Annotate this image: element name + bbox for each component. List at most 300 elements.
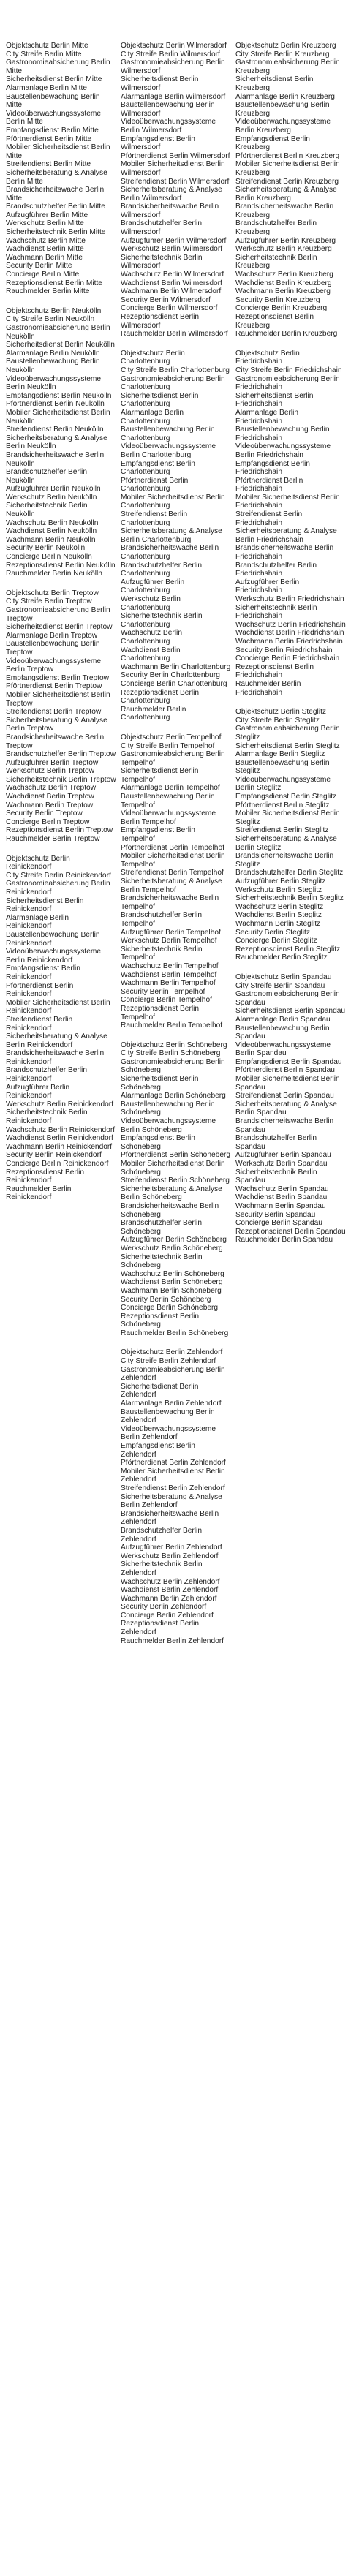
service-link[interactable]: Alarmanlage Berlin Zehlendorf [121,1400,222,1408]
service-link[interactable]: Brandschutzhelfer Berlin Steglitz [235,869,344,877]
service-link[interactable]: Rauchmelder Berlin Spandau [235,1236,333,1244]
service-link[interactable]: Baustellenbewachung Berlin Neukölln [6,358,100,374]
service-link[interactable]: Wachdienst Berlin Neukölln [6,527,97,536]
service-link[interactable]: Baustellenbewachung Berlin Kreuzberg [235,101,330,118]
service-link[interactable]: Wachdienst Berlin Kreuzberg [235,279,332,287]
service-link[interactable]: Aufzugführer Berlin Mitte [6,211,88,219]
service-link[interactable]: Alarmanlage Berlin Spandau [235,1015,331,1024]
service-link[interactable]: Sicherheitsdienst Berlin Tempelhof [121,767,199,784]
service-link[interactable]: Gastronomieabsicherung Berlin Kreuzberg [235,58,340,75]
service-link[interactable]: Brandsicherheitswache Berlin Reinickendorf [6,1049,105,1066]
service-link[interactable]: Rauchmelder Berlin Neukölln [6,570,102,578]
service-link[interactable]: Concierge Berlin Schöneberg [121,1304,219,1312]
service-link[interactable]: Mobiler Sicherheitsdienst Berlin Reinickendorf [6,998,110,1016]
service-link[interactable]: Brandsicherheitswache Berlin Friedrichshain [235,544,334,562]
service-link[interactable]: Wachmann Berlin Spandau [235,1201,326,1210]
service-link[interactable]: Brandsicherheitswache Berlin Mitte [6,186,105,203]
service-link[interactable]: Mobiler Sicherheitsdienst Berlin Mitte [6,143,110,160]
service-link[interactable]: Wachschutz Berlin Friedrichshain [235,620,346,629]
service-link[interactable]: Baustellenbewachung Berlin Mitte [6,92,100,110]
service-link[interactable]: Rezeptionsdienst Berlin Friedrichshain [235,662,314,680]
service-link[interactable]: Wachmann Berlin Tempelhof [121,979,216,988]
service-link[interactable]: Wachmann Berlin Schöneberg [121,1286,222,1295]
service-link[interactable]: Sicherheitstechnik Berlin Tempelhof [121,945,203,962]
service-link[interactable]: Gastronomieabsicherung Berlin Neukölln [6,324,110,341]
service-link[interactable]: Brandsicherheitswache Berlin Wilmersdorf [121,203,219,219]
service-link[interactable]: Streifendienst Berlin Friedrichshain [235,510,303,527]
service-link[interactable]: Objektschutz Berlin Treptow [6,589,99,597]
service-link[interactable]: Wachdienst Berlin Wilmersdorf [121,279,222,287]
service-link[interactable]: City Streife Berlin Mitte [6,50,82,58]
service-link[interactable]: Brandschutzhelfer Berlin Charlottenburg [121,561,202,578]
service-link[interactable]: Baustellenbewachung Berlin Friedrichshain [235,426,330,442]
service-link[interactable]: Gastronomieabsicherung Berlin Reinickendorf [6,880,110,896]
service-link[interactable]: Streifendienst Berlin Schöneberg [121,1176,230,1185]
service-link[interactable]: Security Berlin Friedrichshain [235,646,333,654]
service-link[interactable]: Sicherheitsdienst Berlin Kreuzberg [235,75,314,92]
service-link[interactable]: Wachmann Berlin Wilmersdorf [121,287,222,296]
service-link[interactable]: Rauchmelder Berlin Treptow [6,835,100,844]
service-link[interactable]: Sicherheitsdienst Berlin Spandau [235,1007,346,1016]
service-link[interactable]: Wachdienst Berlin Friedrichshain [235,629,344,638]
service-link[interactable]: Rezeptionsdienst Berlin Tempelhof [121,1004,200,1021]
service-link[interactable]: Objektschutz Berlin Friedrichshain [235,349,300,366]
service-link[interactable]: Sicherheitsdienst Berlin Neukölln [6,341,115,350]
service-link[interactable]: Wachdienst Berlin Tempelhof [121,970,217,979]
service-link[interactable]: Rezeptionsdienst Berlin Mitte [6,279,102,287]
service-link[interactable]: Sicherheitstechnik Berlin Spandau [235,1168,317,1185]
service-link[interactable]: Wachschutz Berlin Wilmersdorf [121,271,224,279]
service-link[interactable]: Objektschutz Berlin Schöneberg [121,1040,227,1049]
service-link[interactable]: Security Berlin Schöneberg [121,1295,211,1304]
service-link[interactable]: Alarmanlage Berlin Tempelhof [121,784,220,793]
service-link[interactable]: Mobiler Sicherheitsdienst Berlin Charlottenburg [121,493,225,510]
service-link[interactable]: Videoüberwachungssysteme Berlin Spandau [235,1040,331,1058]
service-link[interactable]: Baustellenbewachung Berlin Schöneberg [121,1100,215,1117]
service-link[interactable]: Brandsicherheitswache Berlin Tempelhof [121,894,219,911]
service-link[interactable]: City Streife Berlin Friedrichshain [235,366,342,374]
service-link[interactable]: Wachmann Berlin Kreuzberg [235,287,331,296]
service-link[interactable]: Objektschutz Berlin Reinickendorf [6,854,70,872]
service-link[interactable]: Aufzugführer Berlin Tempelhof [121,928,221,937]
service-link[interactable]: Alarmanlage Berlin Charlottenburg [121,408,184,426]
service-link[interactable]: Sicherheitsdienst Berlin Zehlendorf [121,1382,199,1400]
service-link[interactable]: City Streife Berlin Steglitz [235,716,320,725]
service-link[interactable]: Security Berlin Charlottenburg [121,671,220,680]
service-link[interactable]: Rauchmelder Berlin Reinickendorf [6,1185,72,1202]
service-link[interactable]: Aufzugführer Berlin Zehlendorf [121,1544,222,1552]
service-link[interactable]: Objektschutz Berlin Zehlendorf [121,1348,223,1357]
service-link[interactable]: Sicherheitsberatung & Analyse Berlin Zehlendorf [121,1492,222,1510]
service-link[interactable]: Werkschutz Berlin Mitte [6,219,84,228]
service-link[interactable]: Empfangsdienst Berlin Charlottenburg [121,459,195,477]
service-link[interactable]: Security Berlin Reinickendorf [6,1151,102,1160]
service-link[interactable]: Sicherheitstechnik Berlin Wilmersdorf [121,253,203,271]
service-link[interactable]: Brandschutzhelfer Berlin Mitte [6,203,105,211]
service-link[interactable]: Aufzugführer Berlin Steglitz [235,877,326,885]
service-link[interactable]: City Streife Berlin Reinickendorf [6,871,111,880]
service-link[interactable]: Rezeptionsdienst Berlin Kreuzberg [235,313,314,330]
service-link[interactable]: Pförtnerdienst Berlin Tempelhof [121,843,224,852]
service-link[interactable]: Sicherheitsdienst Berlin Steglitz [235,741,340,750]
service-link[interactable]: Videoüberwachungssysteme Berlin Charlottenburg [121,442,216,459]
service-link[interactable]: Werkschutz Berlin Reinickendorf [6,1100,114,1108]
service-link[interactable]: Baustellenbewachung Berlin Zehlendorf [121,1408,215,1425]
service-link[interactable]: City Streife Berlin Spandau [235,981,325,990]
service-link[interactable]: City Streife Berlin Charlottenburg [121,366,230,374]
service-link[interactable]: Brandsicherheitswache Berlin Steglitz [235,852,334,869]
service-link[interactable]: Wachschutz Berlin Neukölln [6,518,99,527]
service-link[interactable]: Baustellenbewachung Berlin Treptow [6,640,100,657]
service-link[interactable]: Concierge Berlin Zehlendorf [121,1611,214,1620]
service-link[interactable]: Security Berlin Neukölln [6,544,86,553]
service-link[interactable]: Rezeptionsdienst Berlin Neukölln [6,561,116,570]
service-link[interactable]: Brandsicherheitswache Berlin Treptow [6,733,105,750]
service-link[interactable]: Pförtnerdienst Berlin Reinickendorf [6,981,74,999]
service-link[interactable]: Brandschutzhelfer Berlin Zehlendorf [121,1526,202,1544]
service-link[interactable]: Security Berlin Tempelhof [121,987,205,996]
service-link[interactable]: Wachschutz Berlin Schöneberg [121,1269,224,1278]
service-link[interactable]: Mobiler Sicherheitsdienst Berlin Treptow [6,690,110,708]
service-link[interactable]: Sicherheitsdienst Berlin Reinickendorf [6,896,84,914]
service-link[interactable]: Videoüberwachungssysteme Berlin Neukölln [6,374,102,392]
service-link[interactable]: Wachschutz Berlin Mitte [6,236,86,245]
service-link[interactable]: Streifendienst Berlin Charlottenburg [121,510,188,527]
service-link[interactable]: Sicherheitsdienst Berlin Wilmersdorf [121,75,199,92]
service-link[interactable]: Sicherheitstechnik Berlin Reinickendorf [6,1108,88,1126]
service-link[interactable]: Rezeptionsdienst Berlin Charlottenburg [121,688,200,706]
service-link[interactable]: Streifendienst Berlin Wilmersdorf [121,177,230,186]
service-link[interactable]: Objektschutz Berlin Tempelhof [121,733,222,741]
service-link[interactable]: Gastronomieabsicherung Berlin Steglitz [235,725,340,741]
service-link[interactable]: Concierge Berlin Steglitz [235,937,317,945]
service-link[interactable]: Werkschutz Berlin Wilmersdorf [121,245,223,254]
service-link[interactable]: Objektschutz Berlin Wilmersdorf [121,42,227,50]
service-link[interactable]: Wachmann Berlin Charlottenburg [121,662,231,671]
service-link[interactable]: Wachmann Berlin Treptow [6,801,94,809]
service-link[interactable]: Sicherheitsberatung & Analyse Berlin Charlottenburg [121,527,222,544]
service-link[interactable]: Brandsicherheitswache Berlin Spandau [235,1117,334,1134]
service-link[interactable]: City Streife Berlin Schöneberg [121,1049,221,1058]
service-link[interactable]: Concierge Berlin Wilmersdorf [121,304,218,313]
service-link[interactable]: Videoüberwachungssysteme Berlin Zehlendorf [121,1424,216,1442]
service-link[interactable]: Streifendienst Berlin Treptow [6,708,102,717]
service-link[interactable]: Empfangsdienst Berlin Treptow [6,673,109,682]
service-link[interactable]: Streifendienst Berlin Neukölln [6,426,104,434]
service-link[interactable]: Streifendienst Berlin Reinickendorf [6,1015,73,1032]
service-link[interactable]: Baustellenbewachung Berlin Wilmersdorf [121,101,215,118]
service-link[interactable]: Empfangsdienst Berlin Zehlendorf [121,1442,195,1459]
service-link[interactable]: City Streife Berlin Kreuzberg [235,50,330,58]
service-link[interactable]: City Streife Berlin Treptow [6,597,92,606]
service-link[interactable]: Brandsicherheitswache Berlin Zehlendorf [121,1509,219,1527]
service-link[interactable]: Aufzugführer Berlin Treptow [6,758,99,767]
service-link[interactable]: Aufzugführer Berlin Friedrichshain [235,578,300,595]
service-link[interactable]: Videoüberwachungssysteme Berlin Friedrichshain [235,442,331,459]
service-link[interactable]: Brandschutzhelfer Berlin Spandau [235,1134,317,1151]
service-link[interactable]: Baustellenbewachung Berlin Charlottenburg [121,426,215,442]
service-link[interactable]: City Streife Berlin Neukölln [6,315,95,324]
service-link[interactable]: Rezeptionsdienst Berlin Wilmersdorf [121,313,200,330]
service-link[interactable]: Wachdienst Berlin Treptow [6,793,94,801]
service-link[interactable]: Sicherheitstechnik Berlin Friedrichshain [235,603,317,621]
service-link[interactable]: Sicherheitsberatung & Analyse Berlin Kreuzberg [235,186,337,203]
service-link[interactable]: Wachdienst Berlin Spandau [235,1193,328,1202]
service-link[interactable]: Mobiler Sicherheitsdienst Berlin Friedrichshain [235,493,340,510]
service-link[interactable]: Sicherheitsberatung & Analyse Berlin Steglitz [235,835,337,852]
service-link[interactable]: Sicherheitstechnik Berlin Kreuzberg [235,253,317,271]
service-link[interactable]: Empfangsdienst Berlin Reinickendorf [6,964,80,981]
service-link[interactable]: Rauchmelder Berlin Tempelhof [121,1021,223,1030]
service-link[interactable]: Empfangsdienst Berlin Spandau [235,1057,342,1066]
service-link[interactable]: Streifendienst Berlin Mitte [6,160,91,169]
service-link[interactable]: Sicherheitsberatung & Analyse Berlin Reinickendorf [6,1032,107,1049]
service-link[interactable]: Mobiler Sicherheitsdienst Berlin Tempelhof [121,852,225,869]
service-link[interactable]: Sicherheitsdienst Berlin Treptow [6,623,113,632]
service-link[interactable]: Empfangsdienst Berlin Tempelhof [121,826,195,844]
service-link[interactable]: Empfangsdienst Berlin Wilmersdorf [121,135,195,152]
service-link[interactable]: Brandschutzhelfer Berlin Schöneberg [121,1219,202,1236]
service-link[interactable]: Security Berlin Treptow [6,809,83,818]
service-link[interactable]: Aufzugführer Berlin Wilmersdorf [121,236,227,245]
service-link[interactable]: Security Berlin Mitte [6,262,72,271]
service-link[interactable]: Wachmann Berlin Reinickendorf [6,1142,113,1151]
service-link[interactable]: Concierge Berlin Kreuzberg [235,304,328,313]
service-link[interactable]: Gastronomieabsicherung Berlin Schöneberg [121,1057,225,1075]
service-link[interactable]: Baustellenbewachung Berlin Reinickendorf [6,930,100,948]
service-link[interactable]: Alarmanlage Berlin Neukölln [6,349,100,358]
service-link[interactable]: Concierge Berlin Reinickendorf [6,1160,109,1168]
service-link[interactable]: Brandschutzhelfer Berlin Tempelhof [121,911,202,928]
service-link[interactable]: Videoüberwachungssysteme Berlin Steglitz [235,775,331,793]
service-link[interactable]: Empfangsdienst Berlin Mitte [6,126,99,135]
service-link[interactable]: Empfangsdienst Berlin Neukölln [6,391,112,400]
service-link[interactable]: Brandsicherheitswache Berlin Kreuzberg [235,203,334,219]
service-link[interactable]: Brandschutzhelfer Berlin Wilmersdorf [121,219,202,237]
service-link[interactable]: Baustellenbewachung Berlin Spandau [235,1024,330,1041]
service-link[interactable]: Aufzugführer Berlin Reinickendorf [6,1083,70,1100]
service-link[interactable]: Objektschutz Berlin Neukölln [6,306,102,315]
service-link[interactable]: Sicherheitstechnik Berlin Mitte [6,228,106,237]
service-link[interactable]: Rauchmelder Berlin Wilmersdorf [121,330,228,339]
service-link[interactable]: Werkschutz Berlin Zehlendorf [121,1552,219,1560]
service-link[interactable]: Concierge Berlin Treptow [6,817,90,826]
service-link[interactable]: City Streife Berlin Tempelhof [121,741,215,750]
service-link[interactable]: Pförtnerdienst Berlin Friedrichshain [235,476,303,494]
service-link[interactable]: Videoüberwachungssysteme Berlin Kreuzberg [235,118,331,135]
service-link[interactable]: Pförtnerdienst Berlin Schöneberg [121,1151,231,1160]
service-link[interactable]: Wachschutz Berlin Steglitz [235,902,324,911]
service-link[interactable]: Mobiler Sicherheitsdienst Berlin Zehlendorf [121,1467,225,1484]
service-link[interactable]: Brandsicherheitswache Berlin Charlottenburg [121,544,219,562]
service-link[interactable]: Wachschutz Berlin Charlottenburg [121,629,182,646]
service-link[interactable]: Alarmanlage Berlin Steglitz [235,750,325,759]
service-link[interactable]: Werkschutz Berlin Neukölln [6,493,97,502]
service-link[interactable]: Wachmann Berlin Neukölln [6,535,96,544]
service-link[interactable]: Videoüberwachungssysteme Berlin Mitte [6,109,102,126]
service-link[interactable]: Mobiler Sicherheitsdienst Berlin Spandau [235,1075,340,1092]
service-link[interactable]: Brandschutzhelfer Berlin Neukölln [6,468,87,485]
service-link[interactable]: Pförtnerdienst Berlin Spandau [235,1066,335,1075]
service-link[interactable]: Streifendienst Berlin Tempelhof [121,869,224,877]
service-link[interactable]: Sicherheitstechnik Berlin Charlottenburg [121,612,203,629]
service-link[interactable]: Wachschutz Berlin Tempelhof [121,962,219,970]
service-link[interactable]: City Streife Berlin Wilmersdorf [121,50,220,58]
service-link[interactable]: Sicherheitsberatung & Analyse Berlin Tempelhof [121,877,222,894]
service-link[interactable]: Brandschutzhelfer Berlin Treptow [6,750,116,759]
service-link[interactable]: Brandschutzhelfer Berlin Kreuzberg [235,219,317,237]
service-link[interactable]: Empfangsdienst Berlin Friedrichshain [235,459,310,477]
service-link[interactable]: Videoüberwachungssysteme Berlin Reinickendorf [6,948,102,964]
service-link[interactable]: Wachdienst Berlin Steglitz [235,911,322,920]
service-link[interactable]: Sicherheitsberatung & Analyse Berlin Neukölln [6,434,107,451]
service-link[interactable]: Concierge Berlin Tempelhof [121,996,212,1005]
service-link[interactable]: Objektschutz Berlin Charlottenburg [121,349,185,366]
service-link[interactable]: Pförtnerdienst Berlin Zehlendorf [121,1459,226,1468]
service-link[interactable]: Wachschutz Berlin Zehlendorf [121,1577,220,1586]
service-link[interactable]: Security Berlin Spandau [235,1210,316,1219]
service-link[interactable]: Empfangsdienst Berlin Steglitz [235,793,337,801]
service-link[interactable]: Werkschutz Berlin Steglitz [235,885,322,894]
service-link[interactable]: Gastronomieabsicherung Berlin Treptow [6,606,110,623]
service-link[interactable]: Brandschutzhelfer Berlin Reinickendorf [6,1066,87,1084]
service-link[interactable]: Rezeptionsdienst Berlin Reinickendorf [6,1168,85,1185]
service-link[interactable]: Werkschutz Berlin Friedrichshain [235,595,344,603]
service-link[interactable]: Objektschutz Berlin Mitte [6,42,88,50]
service-link[interactable]: Rezeptionsdienst Berlin Zehlendorf [121,1620,200,1637]
service-link[interactable]: Sicherheitsdienst Berlin Friedrichshain [235,391,314,409]
service-link[interactable]: Rauchmelder Berlin Kreuzberg [235,330,338,339]
service-link[interactable]: Werkschutz Berlin Schöneberg [121,1244,223,1253]
service-link[interactable]: Rauchmelder Berlin Mitte [6,287,90,296]
service-link[interactable]: Pförtnerdienst Berlin Mitte [6,135,92,143]
service-link[interactable]: City Streife Berlin Zehlendorf [121,1357,216,1366]
service-link[interactable]: Concierge Berlin Neukölln [6,553,92,562]
service-link[interactable]: Sicherheitsberatung & Analyse Berlin Wilmersdorf [121,186,222,203]
service-link[interactable]: Sicherheitstechnik Berlin Zehlendorf [121,1560,203,1577]
service-link[interactable]: Gastronomieabsicherung Berlin Mitte [6,58,110,75]
service-link[interactable]: Security Berlin Wilmersdorf [121,295,211,304]
service-link[interactable]: Brandschutzhelfer Berlin Friedrichshain [235,561,317,578]
service-link[interactable]: Sicherheitstechnik Berlin Treptow [6,775,116,784]
service-link[interactable]: Brandsicherheitswache Berlin Neukölln [6,450,105,468]
service-link[interactable]: Gastronomieabsicherung Berlin Charlottenburg [121,374,225,392]
service-link[interactable]: Streifendienst Berlin Spandau [235,1092,334,1100]
service-link[interactable]: Streifendienst Berlin Kreuzberg [235,177,339,186]
service-link[interactable]: Sicherheitsdienst Berlin Mitte [6,75,102,84]
service-link[interactable]: Mobiler Sicherheitsdienst Berlin Wilmersdorf [121,160,225,177]
service-link[interactable]: Rauchmelder Berlin Zehlendorf [121,1636,224,1645]
service-link[interactable]: Pförtnerdienst Berlin Charlottenburg [121,476,189,494]
service-link[interactable]: Wachmann Berlin Steglitz [235,919,321,928]
service-link[interactable]: Gastronomieabsicherung Berlin Zehlendorf [121,1365,225,1383]
service-link[interactable]: Gastronomieabsicherung Berlin Spandau [235,990,340,1007]
service-link[interactable]: Baustellenbewachung Berlin Tempelhof [121,793,215,809]
service-link[interactable]: Mobiler Sicherheitsdienst Berlin Schöneberg [121,1160,225,1176]
service-link[interactable]: Aufzugführer Berlin Schöneberg [121,1236,227,1244]
service-link[interactable]: Alarmanlage Berlin Reinickendorf [6,913,69,931]
service-link[interactable]: Wachdienst Berlin Charlottenburg [121,646,181,663]
service-link[interactable]: Wachmann Berlin Mitte [6,253,83,262]
service-link[interactable]: Streifendienst Berlin Zehlendorf [121,1484,225,1492]
service-link[interactable]: Sicherheitsberatung & Analyse Berlin Spandau [235,1100,337,1117]
service-link[interactable]: Wachdienst Berlin Reinickendorf [6,1134,113,1143]
service-link[interactable]: Wachmann Berlin Zehlendorf [121,1594,217,1603]
service-link[interactable]: Aufzugführer Berlin Neukölln [6,485,101,494]
service-link[interactable]: Concierge Berlin Mitte [6,271,80,279]
service-link[interactable]: Videoüberwachungssysteme Berlin Treptow [6,657,102,674]
service-link[interactable]: Mobiler Sicherheitsdienst Berlin Kreuzberg [235,160,340,177]
service-link[interactable]: Objektschutz Berlin Steglitz [235,708,327,717]
service-link[interactable]: Alarmanlage Berlin Wilmersdorf [121,92,226,101]
service-link[interactable]: Empfangsdienst Berlin Kreuzberg [235,135,310,152]
service-link[interactable]: Sicherheitsberatung & Analyse Berlin Schöneberg [121,1185,222,1202]
service-link[interactable]: Aufzugführer Berlin Charlottenburg [121,578,185,595]
service-link[interactable]: Sicherheitstechnik Berlin Neukölln [6,502,88,519]
service-link[interactable]: Rezeptionsdienst Berlin Schöneberg [121,1312,200,1329]
service-link[interactable]: Alarmanlage Berlin Mitte [6,83,87,92]
service-link[interactable]: Rezeptionsdienst Berlin Spandau [235,1227,346,1236]
service-link[interactable]: Streifendienst Berlin Steglitz [235,826,329,835]
service-link[interactable]: Wachschutz Berlin Kreuzberg [235,271,333,279]
service-link[interactable]: Sicherheitstechnik Berlin Schöneberg [121,1253,203,1270]
service-link[interactable]: Security Berlin Zehlendorf [121,1603,207,1612]
service-link[interactable]: Alarmanlage Berlin Treptow [6,631,98,640]
service-link[interactable]: Rauchmelder Berlin Schöneberg [121,1329,229,1337]
service-link[interactable]: Rauchmelder Berlin Charlottenburg [121,705,186,722]
service-link[interactable]: Sicherheitsdienst Berlin Schöneberg [121,1075,199,1092]
service-link[interactable]: Wachdienst Berlin Zehlendorf [121,1586,219,1595]
service-link[interactable]: Gastronomieabsicherung Berlin Wilmersdorf [121,58,225,75]
service-link[interactable]: Gastronomieabsicherung Berlin Friedrichshain [235,374,340,392]
service-link[interactable]: Videoüberwachungssysteme Berlin Wilmersdorf [121,118,216,135]
service-link[interactable]: Rauchmelder Berlin Friedrichshain [235,679,301,697]
service-link[interactable]: Alarmanlage Berlin Schöneberg [121,1092,226,1100]
service-link[interactable]: Videoüberwachungssysteme Berlin Tempelhof [121,809,216,826]
service-link[interactable]: Mobiler Sicherheitsdienst Berlin Steglitz [235,809,340,826]
service-link[interactable]: Wachschutz Berlin Spandau [235,1185,329,1193]
service-link[interactable]: Sicherheitsberatung & Analyse Berlin Mitte [6,168,107,186]
service-link[interactable]: Concierge Berlin Spandau [235,1219,322,1228]
service-link[interactable]: Sicherheitstechnik Berlin Steglitz [235,894,344,903]
service-link[interactable]: Alarmanlage Berlin Kreuzberg [235,92,335,101]
service-link[interactable]: Sicherheitsdienst Berlin Charlottenburg [121,391,199,409]
service-link[interactable]: Werkschutz Berlin Spandau [235,1160,328,1168]
service-link[interactable]: Brandsicherheitswache Berlin Schöneberg [121,1201,219,1219]
service-link[interactable]: Objektschutz Berlin Kreuzberg [235,42,336,50]
service-link[interactable]: Pförtnerdienst Berlin Kreuzberg [235,151,340,160]
service-link[interactable]: Pförtnerdienst Berlin Treptow [6,682,102,691]
service-link[interactable]: Concierge Berlin Friedrichshain [235,654,340,663]
service-link[interactable]: Objektschutz Berlin Spandau [235,972,332,981]
service-link[interactable]: Videoüberwachungssysteme Berlin Schöneberg [121,1117,216,1134]
service-link[interactable]: Pförtnerdienst Berlin Neukölln [6,400,105,409]
service-link[interactable]: Wachschutz Berlin Treptow [6,784,97,793]
service-link[interactable]: Rauchmelder Berlin Steglitz [235,953,328,962]
service-link[interactable]: Pförtnerdienst Berlin Wilmersdorf [121,151,230,160]
service-link[interactable]: Security Berlin Steglitz [235,928,310,937]
service-link[interactable]: Gastronomieabsicherung Berlin Tempelhof [121,750,225,767]
service-link[interactable]: Sicherheitsberatung & Analyse Berlin Treptow [6,716,107,733]
service-link[interactable]: Aufzugführer Berlin Spandau [235,1151,331,1160]
service-link[interactable]: Wachdienst Berlin Mitte [6,245,84,254]
service-link[interactable]: Pförtnerdienst Berlin Steglitz [235,801,330,809]
service-link[interactable]: Werkschutz Berlin Charlottenburg [121,595,181,612]
service-link[interactable]: Security Berlin Kreuzberg [235,295,320,304]
service-link[interactable]: Alarmanlage Berlin Friedrichshain [235,408,299,426]
service-link[interactable]: Concierge Berlin Charlottenburg [121,679,227,688]
service-link[interactable]: Wachdienst Berlin Schöneberg [121,1278,223,1287]
